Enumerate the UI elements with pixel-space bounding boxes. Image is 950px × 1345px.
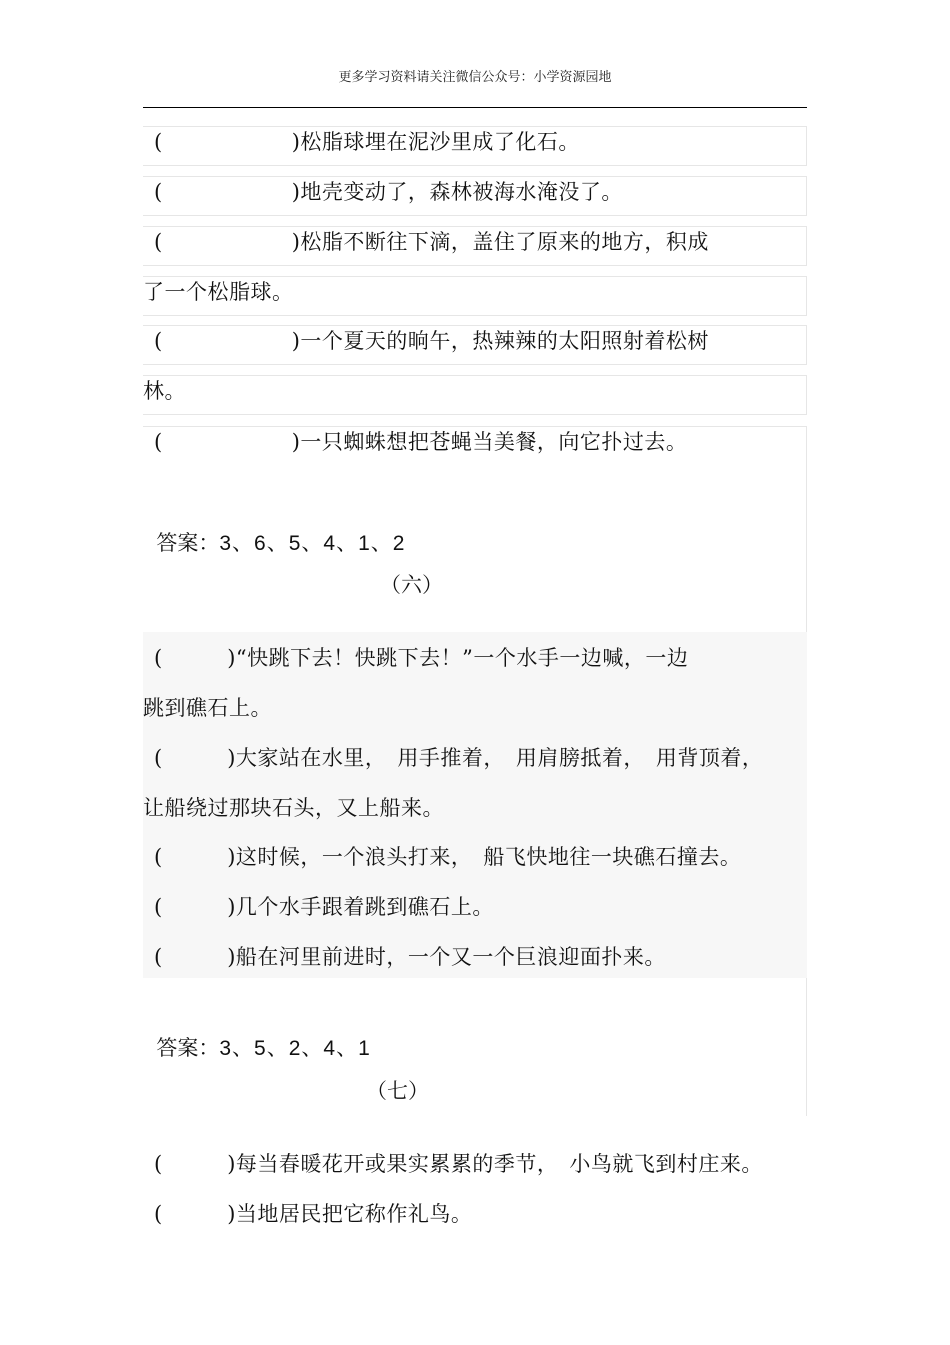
order-item: ( )每当春暖花开或果实累累的季节， 小鸟就飞到村庄来。 [154,1152,763,1176]
order-item: ( )一个夏天的晌午，热辣辣的太阳照射着松树 [154,329,709,353]
answer-label: 答案： [156,1036,220,1060]
order-item-continued: 让船绕过那块石头，又上船来。 [143,796,444,820]
answer-line [143,501,405,558]
order-item: ( )船在河里前进时，一个又一个巨浪迎面扑来。 [154,945,666,969]
order-item-continued: 跳到礁石上。 [143,696,272,720]
order-item-continued: 了一个松脂球。 [143,280,294,304]
answer-values: 3、6、5、4、1、2 [219,532,406,555]
page-header: 更多学习资料请关注微信公众号：小学资源园地 [338,70,612,85]
order-item: ( )大家站在水里， 用手推着， 用肩膀抵着， 用背顶着， [154,746,764,770]
order-item: ( )松脂不断往下滴，盖住了原来的地方，积成 [154,230,709,254]
section-title: （六） [380,573,443,597]
order-item: ( )当地居民把它称作礼鸟。 [154,1202,473,1226]
order-item: ( )几个水手跟着跳到礁石上。 [154,895,494,919]
cell-border [143,375,807,415]
section-title: （七） [366,1079,429,1103]
answer-label: 答案： [156,531,220,555]
order-item: ( )这时候，一个浪头打来， 船飞快地往一块礁石撞去。 [154,845,742,869]
header-rule [143,107,807,108]
order-item: ( )松脂球埋在泥沙里成了化石。 [154,130,580,154]
order-item: ( )“快跳下去！快跳下去！”一个水手一边喊，一边 [154,646,689,670]
order-item: ( )一只蜘蛛想把苍蝇当美餐，向它扑过去。 [154,430,688,454]
answer-values: 3、5、2、4、1 [219,1037,371,1060]
order-item: ( )地壳变动了，森林被海水淹没了。 [154,180,623,204]
answer-line [143,1006,371,1063]
order-item-continued: 林。 [143,379,186,403]
